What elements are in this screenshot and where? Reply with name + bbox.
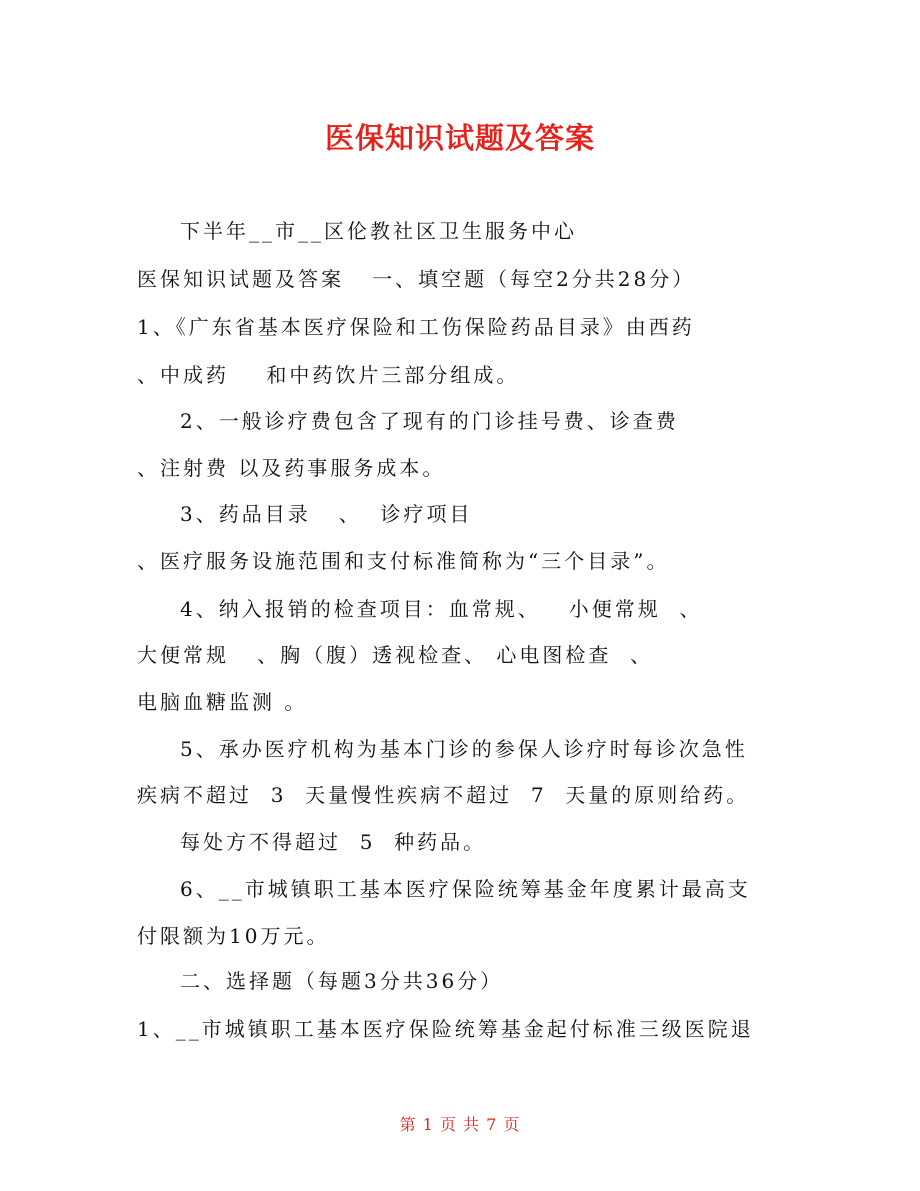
body-line: 3、药品目录 、 诊疗项目 (180, 502, 473, 526)
document-title: 医保知识试题及答案 (324, 121, 595, 155)
section-heading: 二、选择题（每题3分共36分） (180, 969, 504, 993)
body-line: 付限额为10万元。 (137, 924, 330, 948)
body-line: 5、承办医疗机构为基本门诊的参保人诊疗时每诊次急性 (180, 737, 748, 761)
body-line: 疾病不超过 3 天量慢性疾病不超过 7 天量的原则给药。 (137, 783, 750, 807)
body-line: 6、__市城镇职工基本医疗保险统筹基金年度累计最高支 (180, 877, 751, 901)
body-line: 、医疗服务设施范围和支付标准简称为“三个目录”。 (137, 549, 670, 573)
body-line: 电脑血糖监测 。 (137, 690, 308, 714)
body-line: 2、一般诊疗费包含了现有的门诊挂号费、诊查费 (180, 409, 679, 433)
body-line: 4、纳入报销的检查项目：血常规、 小便常规 、 (180, 597, 703, 621)
body-line: 每处方不得超过 5 种药品。 (180, 830, 487, 854)
body-line: 、注射费 以及药事服务成本。 (137, 456, 446, 480)
body-line: 、中成药 和中药饮片三部分组成。 (137, 363, 520, 387)
body-line: 下半年__市__区伦教社区卫生服务中心 (180, 219, 577, 243)
page-number: 第 1 页 共 7 页 (399, 1115, 521, 1134)
body-line: 大便常规 、胸（腹）透视检查、 心电图检查 、 (137, 643, 654, 667)
body-line: 医保知识试题及答案 一、填空题（每空2分共28分） (137, 267, 696, 291)
body-line: 1、《广东省基本医疗保险和工伤保险药品目录》由西药 (137, 315, 695, 339)
body-line: 1、__市城镇职工基本医疗保险统筹基金起付标准三级医院退 (137, 1017, 754, 1041)
